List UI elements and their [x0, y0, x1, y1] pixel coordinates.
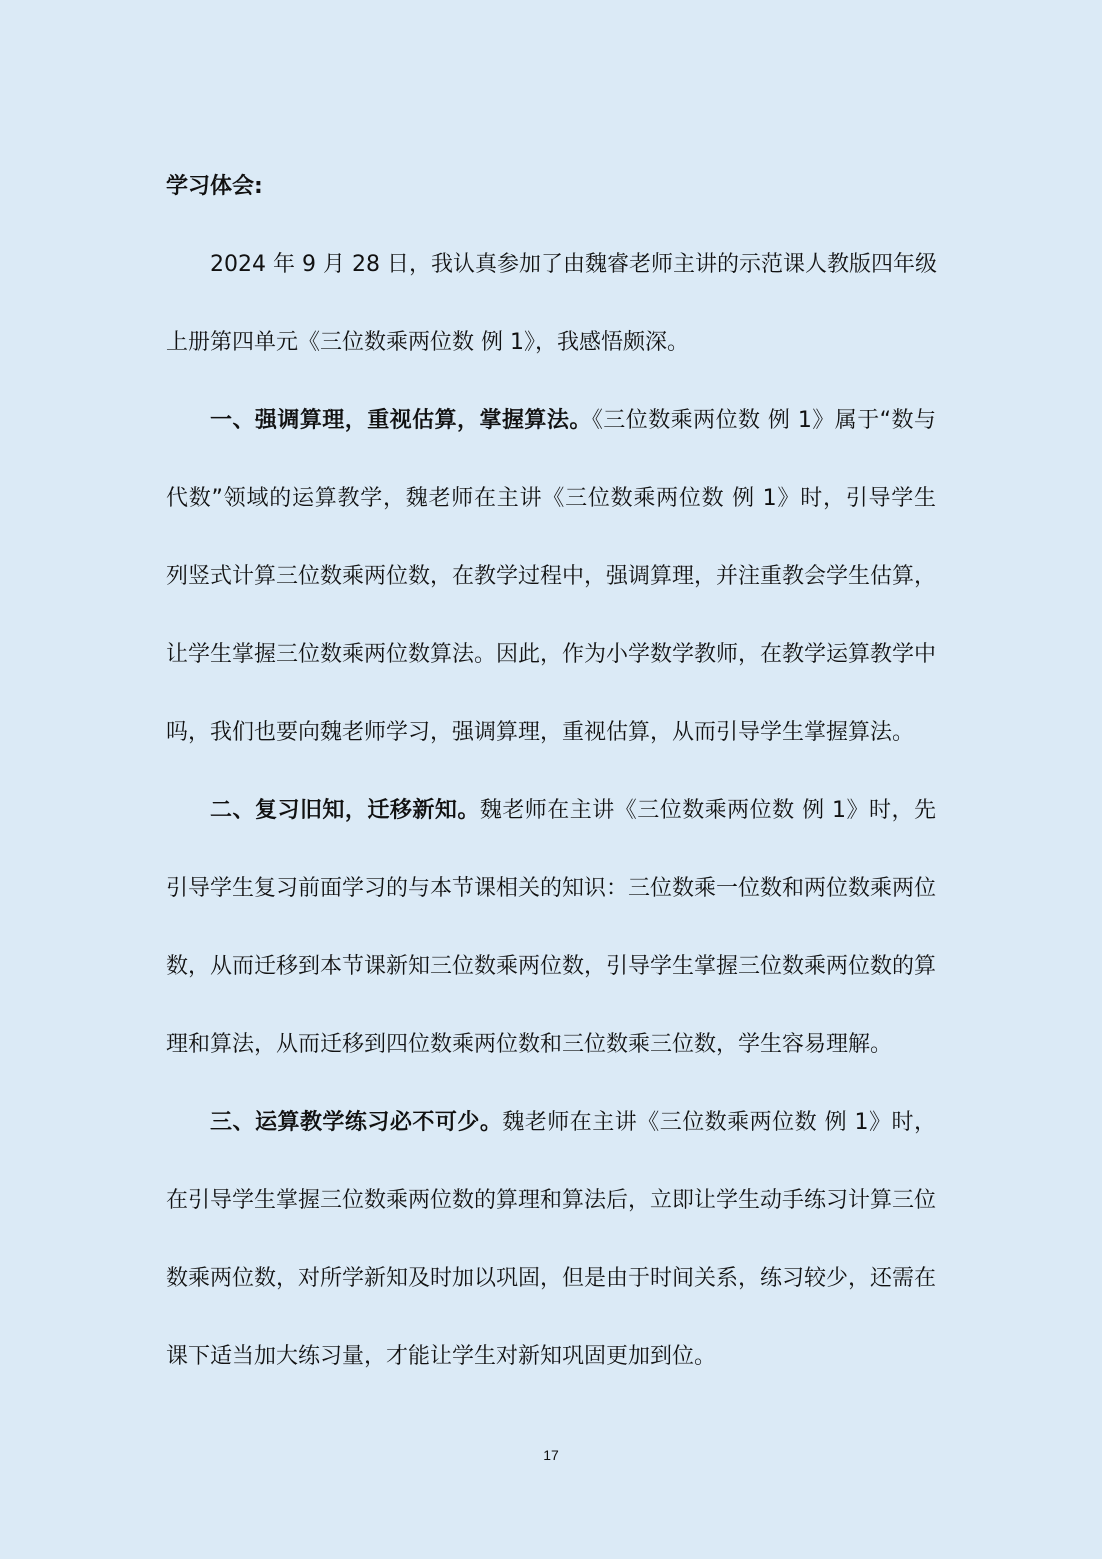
section-2-title: 二、复习旧知，迁移新知。 — [210, 798, 480, 823]
section-heading: 学习体会: — [166, 174, 263, 199]
section-1-line-5: 吗，我们也要向魏老师学习，强调算理，重视估算，从而引导学生掌握算法。 — [166, 720, 915, 745]
section-1-line-4: 让学生掌握三位数乘两位数算法。因此，作为小学数学教师，在教学运算教学中 — [166, 642, 937, 667]
page-number: 17 — [543, 1447, 559, 1463]
section-3-line-1 — [166, 1101, 936, 1179]
section-2-line-1-text: 魏老师在主讲《三位数乘两位数 例 1》时，先 — [479, 798, 936, 823]
section-3-line-2: 在引导学生掌握三位数乘两位数的算理和算法后，立即让学生动手练习计算三位 — [166, 1188, 937, 1213]
section-1-line-3: 列竖式计算三位数乘两位数，在教学过程中，强调算理，并注重教会学生估算， — [166, 564, 937, 589]
section-3-line-1-text: 魏老师在主讲《三位数乘两位数 例 1》时， — [502, 1110, 936, 1135]
section-1-line-2: 代数”领域的运算教学，魏老师在主讲《三位数乘两位数 例 1》时，引导学生 — [166, 486, 936, 511]
section-2-line-2: 引导学生复习前面学习的与本节课相关的知识：三位数乘一位数和两位数乘两位 — [166, 876, 937, 901]
section-1-line-1 — [166, 399, 936, 477]
section-3-line-3: 数乘两位数，对所学新知及时加以巩固，但是由于时间关系，练习较少，还需在 — [166, 1266, 937, 1291]
section-2-line-3: 数，从而迁移到本节课新知三位数乘两位数，引导学生掌握三位数乘两位数的算 — [166, 954, 937, 979]
section-3-line-4: 课下适当加大练习量，才能让学生对新知巩固更加到位。 — [166, 1344, 717, 1369]
section-2-line-4: 理和算法，从而迁移到四位数乘两位数和三位数乘三位数，学生容易理解。 — [166, 1032, 893, 1057]
paragraph-1-line-1: 2024 年 9 月 28 日，我认真参加了由魏睿老师主讲的示范课人教版四年级 — [210, 252, 937, 277]
paragraph-1-line-2: 上册第四单元《三位数乘两位数 例 1》，我感悟颇深。 — [166, 330, 689, 355]
section-2-line-1 — [166, 789, 936, 867]
document-body — [166, 165, 936, 1413]
section-1-title: 一、强调算理，重视估算，掌握算法。 — [210, 408, 592, 433]
section-3-title: 三、运算教学练习必不可少。 — [210, 1110, 503, 1135]
section-1-line-1-text: 《三位数乘两位数 例 1》属于“数与 — [591, 408, 936, 433]
